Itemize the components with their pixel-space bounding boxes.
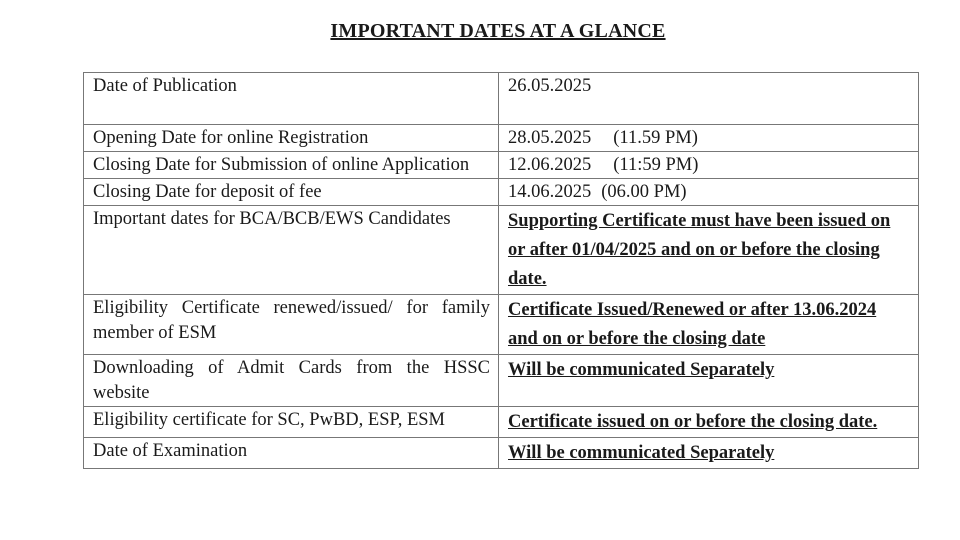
row-label: Date of Publication <box>84 73 499 125</box>
row-label: Opening Date for online Registration <box>84 125 499 152</box>
row-date: 28.05.2025 <box>508 128 592 148</box>
row-value <box>499 73 919 125</box>
row-note: Certificate Issued/Renewed or after 13.06.2024 and on or before the closing date <box>508 300 877 349</box>
row-value <box>499 407 919 438</box>
row-label: Important dates for BCA/BCB/EWS Candidates <box>84 206 499 295</box>
row-value <box>499 438 919 469</box>
row-value <box>499 152 919 179</box>
row-value <box>499 206 919 295</box>
table-row <box>84 206 919 295</box>
table-row <box>84 355 919 407</box>
row-label: Date of Examination <box>84 438 499 469</box>
important-dates-table <box>83 72 919 469</box>
row-value <box>499 295 919 355</box>
row-label: Downloading of Admit Cards from the HSSC website <box>84 355 499 407</box>
row-label: Eligibility certificate for SC, PwBD, ESP, ESM <box>84 407 499 438</box>
row-label: Closing Date for deposit of fee <box>84 179 499 206</box>
row-date: 12.06.2025 <box>508 155 592 175</box>
table-row <box>84 407 919 438</box>
page-title: IMPORTANT DATES AT A GLANCE <box>330 20 666 42</box>
row-time: (06.00 PM) <box>601 182 687 202</box>
row-label: Eligibility Certificate renewed/issued/ for family member of ESM <box>84 295 499 355</box>
table-row <box>84 152 919 179</box>
row-time: (11:59 PM) <box>613 155 699 175</box>
table-row <box>84 295 919 355</box>
row-date: 26.05.2025 <box>508 76 592 96</box>
row-time: (11.59 PM) <box>613 128 698 148</box>
row-note: Will be communicated Separately <box>508 443 775 463</box>
row-label: Closing Date for Submission of online Application <box>84 152 499 179</box>
row-note: Will be communicated Separately <box>508 360 775 380</box>
row-note: Supporting Certificate must have been issued on or after 01/04/2025 and on or before the closing date. <box>508 211 891 289</box>
table-row <box>84 125 919 152</box>
row-value <box>499 125 919 152</box>
row-value <box>499 179 919 206</box>
table-row <box>84 438 919 469</box>
row-value <box>499 355 919 407</box>
table-row <box>84 179 919 206</box>
row-note: Certificate issued on or before the closing date. <box>508 412 878 432</box>
row-date: 14.06.2025 <box>508 182 592 202</box>
table-row <box>84 73 919 125</box>
